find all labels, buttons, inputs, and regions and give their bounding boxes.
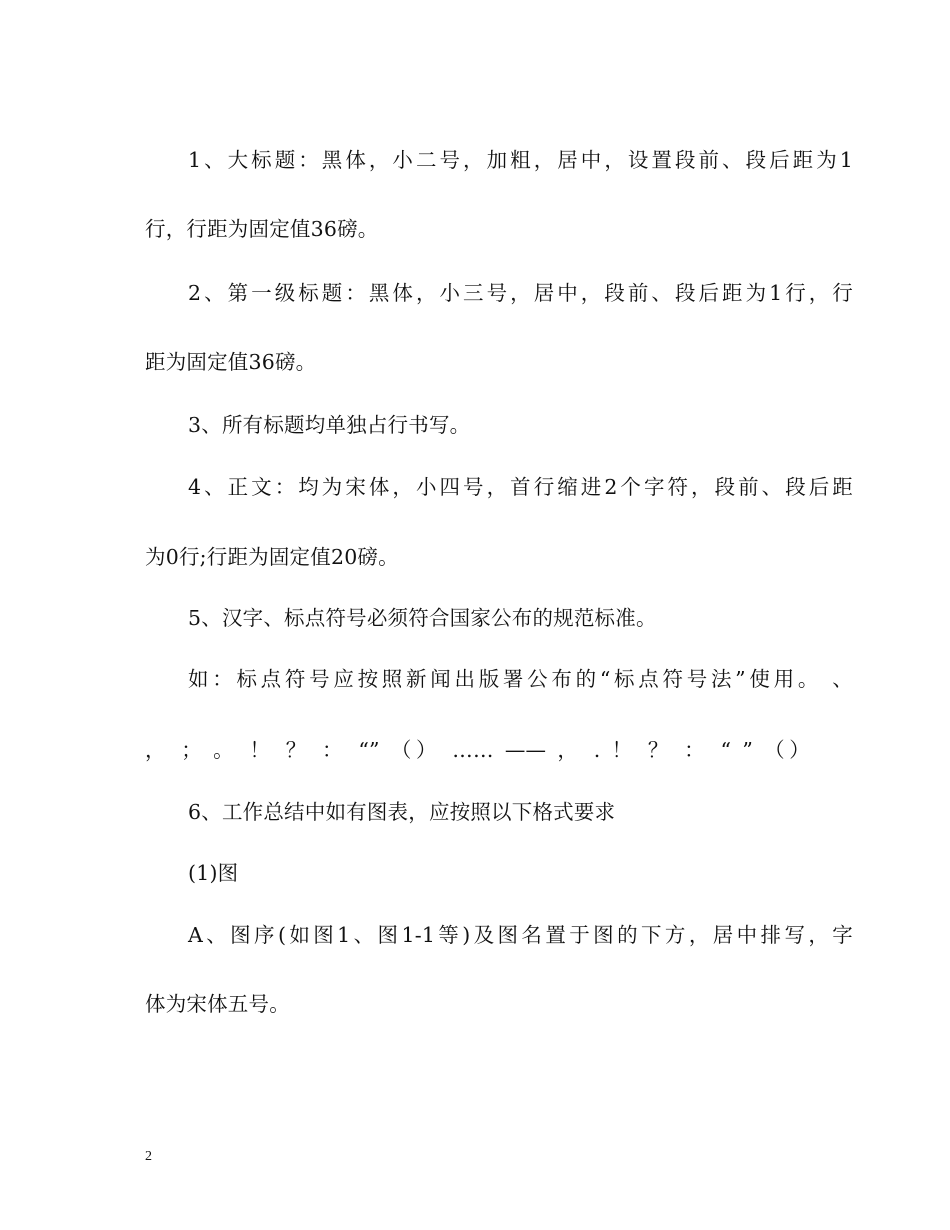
body-text-rule-line-1: 4、正文：均为宋体，小四号，首行缩进2个字符，段前、段后距 (188, 475, 853, 499)
first-level-heading-rule-line-1: 2、第一级标题：黑体，小三号，居中，段前、段后距为1行，行 (188, 281, 853, 305)
characters-punctuation-rule: 5、汉字、标点符号必须符合国家公布的规范标准。 (188, 606, 657, 630)
page-number: 2 (145, 1149, 152, 1164)
charts-format-rule: 6、工作总结中如有图表，应按照以下格式要求 (188, 800, 616, 824)
figure-caption-rule-line-1: A、图序(如图1、图1-1等)及图名置于图的下方，居中排写，字 (188, 923, 853, 947)
heading-format-rule-line-2: 行，行距为固定值36磅。 (145, 217, 379, 241)
heading-format-rule-line-1: 1、大标题：黑体，小二号，加粗，居中，设置段前、段后距为1 (188, 148, 853, 172)
body-text-rule-line-2: 为0行;行距为固定值20磅。 (145, 545, 399, 569)
figure-subheading: (1)图 (188, 861, 239, 885)
first-level-heading-rule-line-2: 距为固定值36磅。 (145, 350, 317, 374)
title-standalone-rule: 3、所有标题均单独占行书写。 (188, 413, 471, 437)
punctuation-symbols-line: ， ； 。 ！ ？ ： “” （） …… —— ， . ！ ？ ： “ ” （） (145, 738, 810, 762)
figure-caption-rule-line-2: 体为宋体五号。 (145, 992, 290, 1016)
punctuation-usage-example-line-1: 如：标点符号应按照新闻出版署公布的“标点符号法”使用。 、 (188, 667, 853, 691)
